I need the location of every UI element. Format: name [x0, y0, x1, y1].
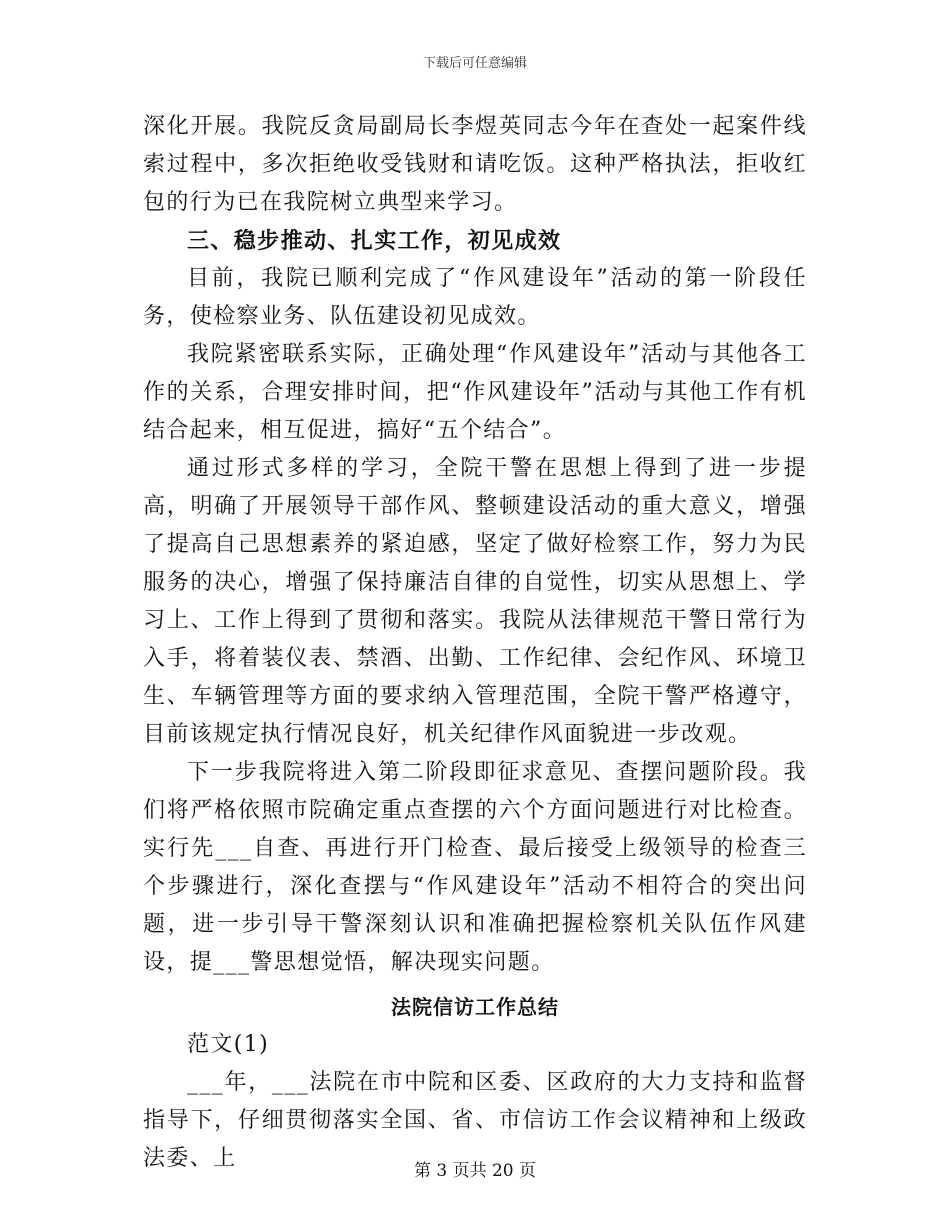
section-heading-3: 三、稳步推动、扎实工作，初见成效: [187, 228, 562, 254]
paragraph-stage-complete: 目前，我院已顺利完成了“作风建设年”活动的第一阶段任务，使检察业务、队伍建设初见成效。: [143, 266, 807, 329]
document-title: 法院信访工作总结: [391, 995, 559, 1019]
sample-label: 范文(1): [187, 1032, 270, 1057]
page-number: 第 3 页共 20 页: [413, 1161, 537, 1181]
document-body: [143, 108, 807, 1178]
paragraph-study-results: 通过形式多样的学习，全院干警在思想上得到了进一步提高，明确了开展领导干部作风、整顿建设活动的重大意义，增强了提高自己思想素养的紧迫感，坚定了做好检察工作，努力为民服务的决心，增强了保持廉洁自律的自觉性，切实从思想上、学习上、工作上得到了贯彻和落实。我院从法律规范干警日常行为入手，将着装仪表、禁酒、出勤、工作纪律、会纪作风、环境卫生、车辆管理等方面的要求纳入管理范围，全院干警严格遵守，目前该规定执行情况良好，机关纪律作风面貌进一步改观。: [143, 456, 807, 747]
paragraph-five-combinations: 我院紧密联系实际，正确处理“作风建设年”活动与其他各工作的关系，合理安排时间，把“作风建设年”活动与其他工作有机结合起来，相互促进，搞好“五个结合”。: [143, 342, 807, 443]
paragraph-continuation: 深化开展。我院反贪局副局长李煜英同志今年在查处一起案件线索过程中，多次拒绝收受钱财和请吃饭。这种严格执法，拒收红包的行为已在我院树立典型来学习。: [143, 114, 807, 215]
paragraph-next-steps: 下一步我院将进入第二阶段即征求意见、查摆问题阶段。我们将严格依照市院确定重点查摆的六个方面问题进行对比检查。实行先___自查、再进行开门检查、最后接受上级领导的检查三个步骤进行，深化查摆与“作风建设年”活动不相符合的突出问题，进一步引导干警深刻认识和准确把握检察机关队伍作风建设，提___警思想觉悟，解决现实问题。: [143, 760, 807, 975]
paragraph-petition-intro: ___年，___法院在市中院和区委、区政府的大力支持和监督指导下，仔细贯彻落实全国、省、市信访工作会议精神和上级政法委、上: [143, 1070, 807, 1171]
page-header-note: 下载后可任意编辑: [422, 56, 527, 71]
